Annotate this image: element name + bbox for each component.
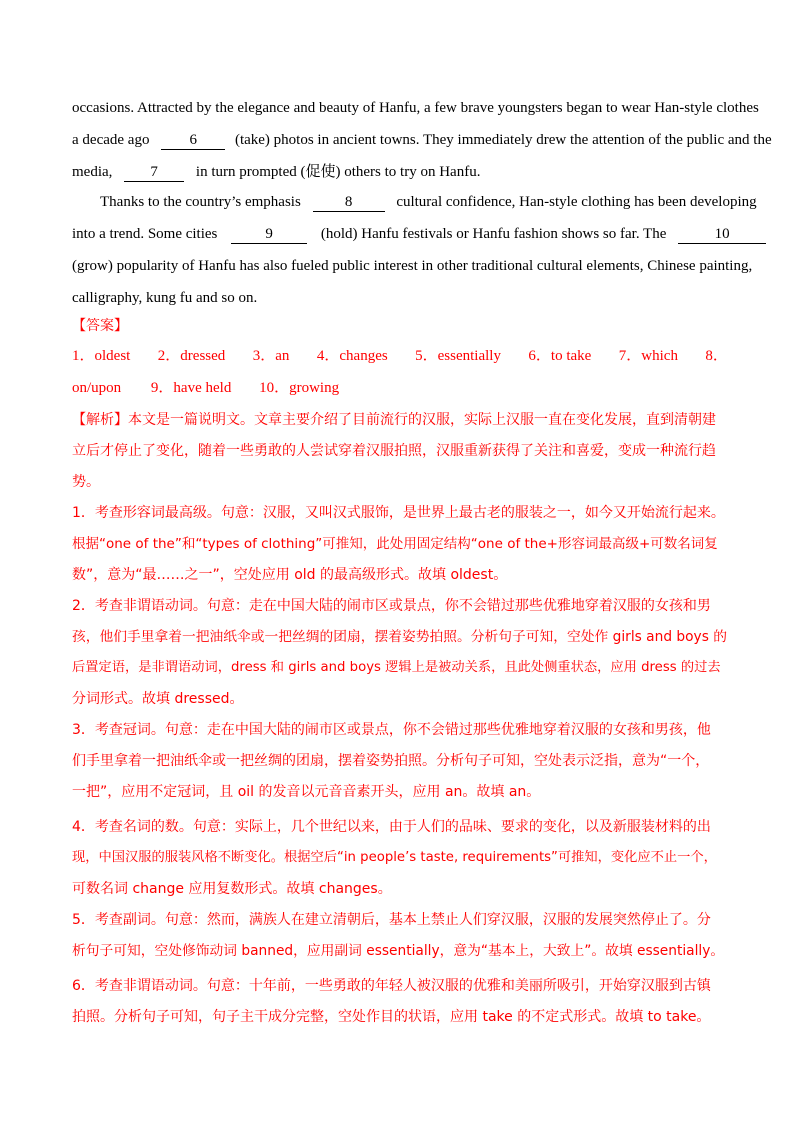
- passage-line-5: [72, 224, 766, 244]
- analysis-line: 4．考查名词的数。句意：实际上，几个世纪以来，由于人们的品味、要求的变化，以及新服装材料的出: [72, 819, 711, 835]
- answer-item: 1．oldest: [72, 348, 131, 364]
- analysis-line: 们手里拿着一把油纸伞或一把丝绸的团扇，摆着姿势拍照。分析句子可知，空处表示泛指，意为“一个，: [72, 753, 710, 769]
- passage-text: in turn prompted (促使) others to try on Hanfu.: [195, 164, 481, 180]
- answers-line-1: [72, 346, 728, 366]
- analysis-line: 可数名词 change 应用复数形式。故填 changes。: [72, 881, 392, 897]
- analysis-line: 根据“one of the”和“types of clothing”可推知，此处用固定结构“one of the+形容词最高级+可数名词复: [72, 536, 718, 552]
- analysis-line: 拍照。分析句子可知，句子主干成分完整，空处作目的状语，应用 take 的不定式形式。故填 to take。: [72, 1009, 711, 1025]
- answer-item: 10．growing: [259, 380, 340, 396]
- passage-text: occasions. Attracted by the elegance and beauty of Hanfu, a few brave youngsters began to wear Han-style clothes: [72, 100, 759, 116]
- blank-6: 6: [161, 132, 225, 150]
- answer-item: 2．dressed: [157, 348, 226, 364]
- analysis-line: 一把”，应用不定冠词，且 oil 的发音以元音音素开头，应用 an。故填 an。: [72, 784, 541, 800]
- passage-text: calligraphy, kung fu and so on.: [72, 290, 258, 306]
- passage-text: (take) photos in ancient towns. They immediately drew the attention of the public and the: [234, 132, 772, 148]
- passage-line-3: [72, 162, 480, 182]
- answer-item: 9．have held: [150, 380, 232, 396]
- passage-line-1: [72, 98, 759, 118]
- answer-item: 7．which: [618, 348, 678, 364]
- passage-line-6: [72, 256, 753, 276]
- passage-text: into a trend. Some cities: [72, 226, 218, 242]
- analysis-line: 1．考查形容词最高级。句意：汉服，又叫汉式服饰，是世界上最古老的服装之一，如今又开始流行起来。: [72, 505, 725, 521]
- answer-heading: 【答案】: [72, 318, 128, 334]
- passage-text: (hold) Hanfu festivals or Hanfu fashion shows so far. The: [320, 226, 667, 242]
- answer-item: 8．: [705, 348, 728, 364]
- answers-line-2: [72, 378, 339, 398]
- blank-8: 8: [313, 194, 385, 212]
- analysis-line: 分词形式。故填 dressed。: [72, 691, 244, 707]
- analysis-line: 立后才停止了变化，随着一些勇敢的人尝试穿着汉服拍照，汉服重新获得了关注和喜爱，变成一种流行趋: [72, 443, 716, 459]
- analysis-line: 数”，意为“最……之一”，空处应用 old 的最高级形式。故填 oldest。: [72, 567, 508, 583]
- passage-text: media,: [72, 164, 113, 180]
- analysis-line: 后置定语，是非谓语动词，dress 和 girls and boys 逻辑上是被动关系，且此处侧重状态，应用 dress 的过去: [72, 660, 721, 675]
- answer-item: 4．changes: [316, 348, 388, 364]
- analysis-line: 势。: [72, 474, 100, 490]
- analysis-line: 2．考查非谓语动词。句意：走在中国大陆的闹市区或景点，你不会错过那些优雅地穿着汉服的女孩和男: [72, 598, 711, 614]
- answer-item: 6．to take: [528, 348, 592, 364]
- answer-item: 3．an: [252, 348, 290, 364]
- answer-item: on/upon: [72, 380, 122, 396]
- passage-line-7: [72, 288, 257, 308]
- analysis-line: 5．考查副词。句意：然而，满族人在建立清朝后，基本上禁止人们穿汉服，汉服的发展突然停止了。分: [72, 912, 711, 928]
- analysis-line: 【解析】本文是一篇说明文。文章主要介绍了目前流行的汉服，实际上汉服一直在变化发展，直到清朝建: [72, 412, 716, 428]
- blank-10: 10: [678, 226, 766, 244]
- passage-text: cultural confidence, Han-style clothing has been developing: [396, 194, 757, 210]
- analysis-line: 析句子可知，空处修饰动词 banned，应用副词 essentially，意为“基本上，大致上”。故填 essentially。: [72, 943, 725, 959]
- blank-9: 9: [231, 226, 307, 244]
- blank-7: 7: [124, 164, 184, 182]
- analysis-line: 6．考查非谓语动词。句意：十年前，一些勇敢的年轻人被汉服的优雅和美丽所吸引，开始穿汉服到古镇: [72, 978, 711, 994]
- passage-text: (grow) popularity of Hanfu has also fueled public interest in other traditional cultural elements, Chinese painting,: [72, 258, 753, 274]
- analysis-line: 现，中国汉服的服装风格不断变化。根据空后“in people’s taste, requirements”可推知，变化应不止一个，: [72, 850, 717, 865]
- passage-line-2: [72, 130, 772, 150]
- passage-line-4: [100, 192, 757, 212]
- analysis-line: 3．考查冠词。句意：走在中国大陆的闹市区或景点，你不会错过那些优雅地穿着汉服的女孩和男孩，他: [72, 722, 711, 738]
- analysis-line: 孩，他们手里拿着一把油纸伞或一把丝绸的团扇，摆着姿势拍照。分析句子可知，空处作 girls and boys 的: [72, 629, 727, 645]
- answer-item: 5．essentially: [415, 348, 501, 364]
- passage-text: a decade ago: [72, 132, 150, 148]
- passage-text: Thanks to the country’s emphasis: [100, 194, 301, 210]
